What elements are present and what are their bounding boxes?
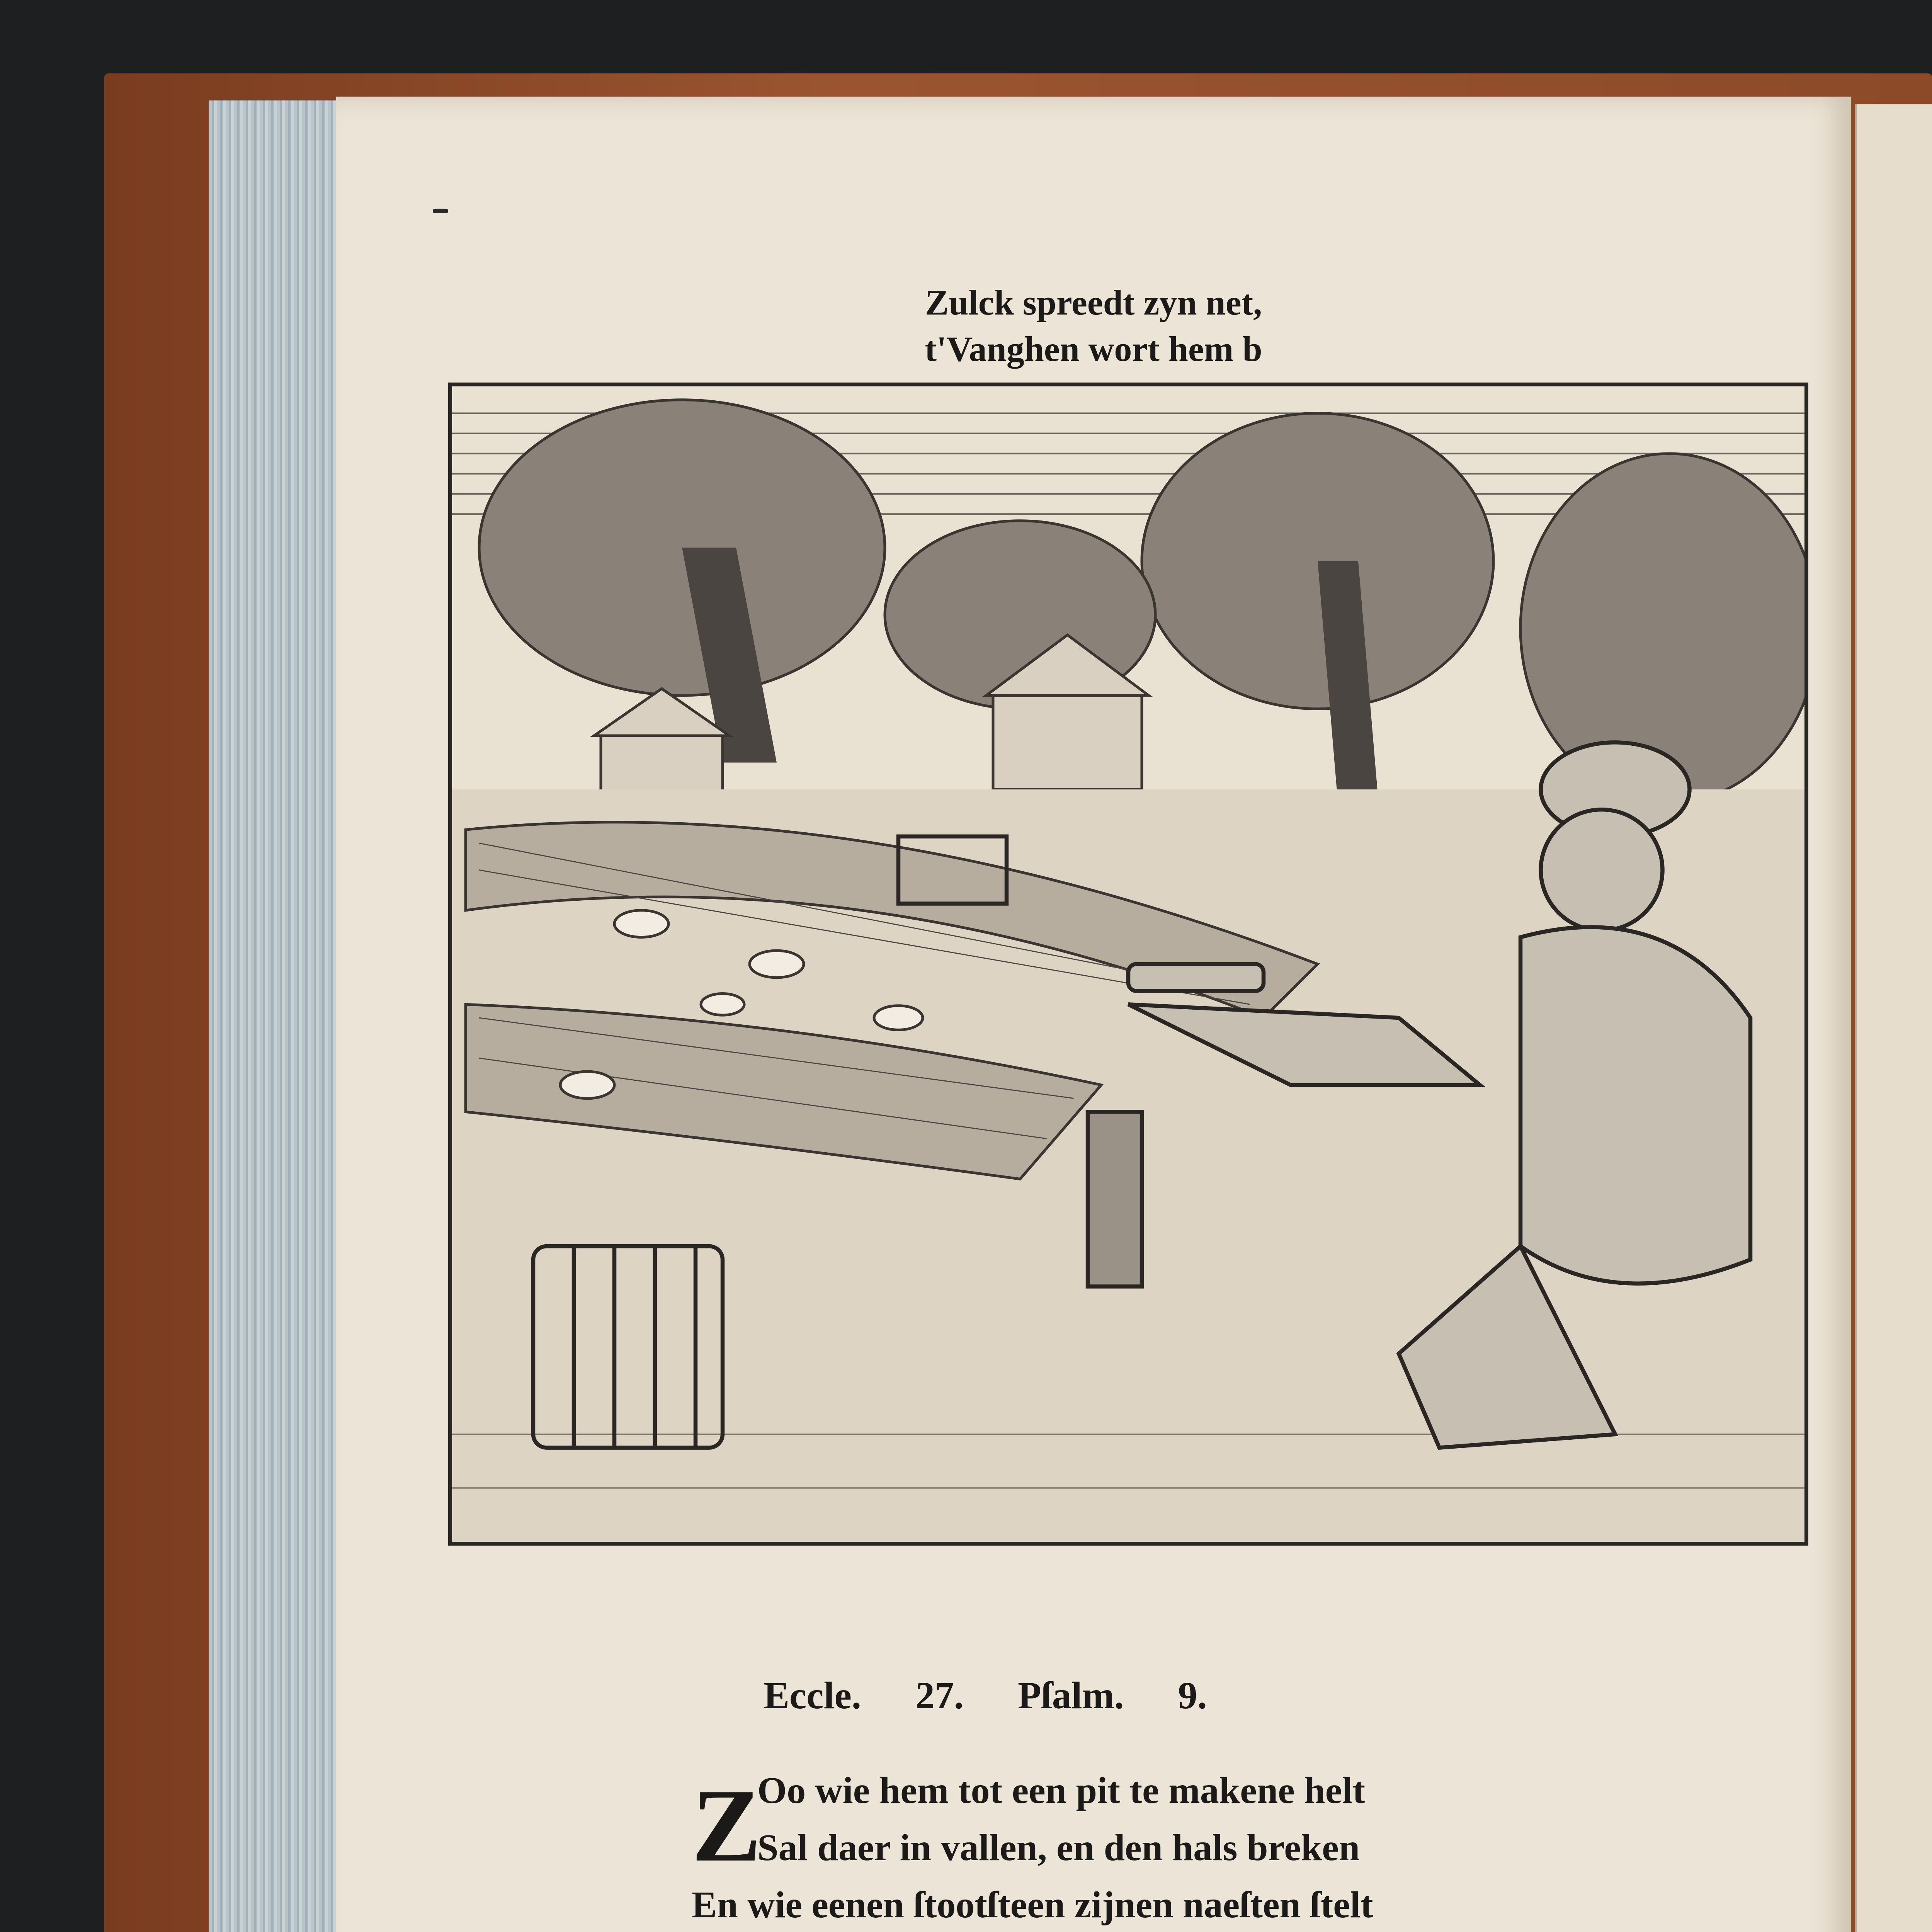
ref-chapter-2: 9. — [1178, 1674, 1207, 1717]
verse-line: En wie eenen ſtootſteen zijnen naeſten ſtelt — [692, 1884, 1373, 1926]
drop-cap: Z — [692, 1768, 762, 1883]
engraving-illustration — [448, 383, 1808, 1546]
ref-book-2: Pſalm. — [1017, 1674, 1124, 1717]
ref-chapter-1: 27. — [915, 1674, 964, 1717]
facing-page-edge — [1855, 104, 1932, 1932]
page-edges — [209, 100, 340, 1932]
ref-book-1: Eccle. — [764, 1674, 861, 1717]
motto-line-2: t'Vanghen wort hem b — [925, 329, 1262, 369]
engraving-icon — [452, 386, 1804, 1542]
motto-line-1: Zulck spreedt zyn net, — [925, 283, 1262, 322]
ink-mark — [433, 209, 448, 213]
scripture-references — [0, 1673, 1932, 1718]
verse-line: Sal daer in vallen, en den hals breken — [757, 1827, 1360, 1869]
verse-block — [692, 1762, 1696, 1932]
verse-line: Oo wie hem tot een pit te makene helt — [757, 1770, 1366, 1811]
